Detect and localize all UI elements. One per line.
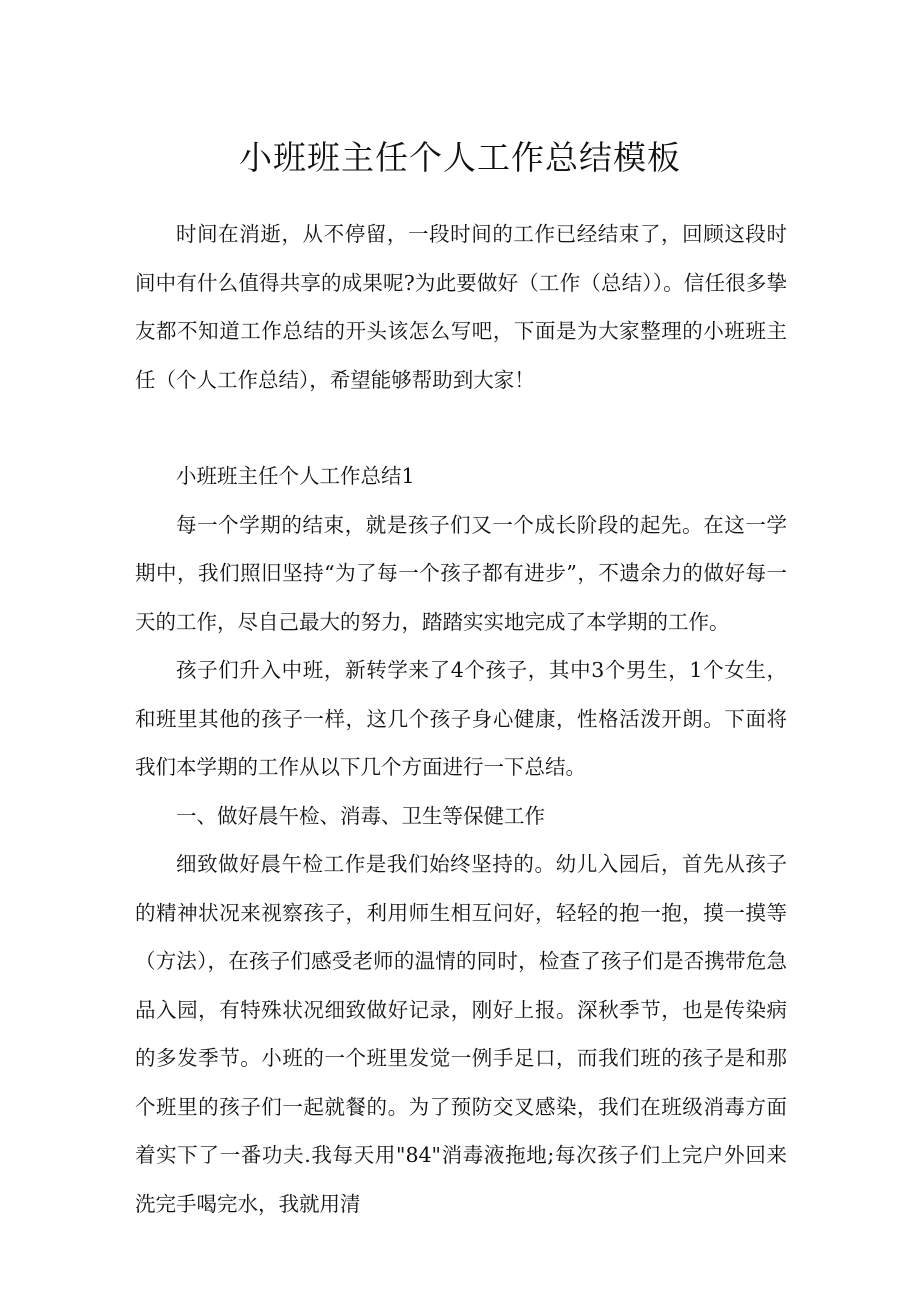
document-title: 小班班主任个人工作总结模板 bbox=[239, 138, 681, 177]
intro-paragraph: 时间在消逝，从不停留，一段时间的工作已经结束了，回顾这段时间中有什么值得共享的成果呢?为此要做好（工作（总结））。信任很多挚友都不知道工作总结的开头该怎么写吧，下面是为大家整理的小班班主任（个人工作总结），希望能够帮助到大家！ bbox=[135, 222, 787, 392]
body-paragraph: 每一个学期的结束，就是孩子们又一个成长阶段的起先。在这一学期中，我们照旧坚持“为了每一个孩子都有进步”，不遗余力的做好每一天的工作，尽自己最大的努力，踏踏实实地完成了本学期的工作。 bbox=[135, 512, 787, 634]
section-heading: 小班班主任个人工作总结1 bbox=[176, 464, 415, 488]
paragraph-spacer bbox=[135, 404, 787, 452]
document-body bbox=[135, 210, 787, 1228]
body-paragraph: 孩子们升入中班，新转学来了4个孩子，其中3个男生，1个女生，和班里其他的孩子一样，这几个孩子身心健康，性格活泼开朗。下面将我们本学期的工作从以下几个方面进行一下总结。 bbox=[135, 658, 787, 779]
body-paragraph: 细致做好晨午检工作是我们始终坚持的。幼儿入园后，首先从孩子的精神状况来视察孩子，利用师生相互问好，轻轻的抱一抱，摸一摸等（方法），在孩子们感受老师的温情的同时，检查了孩子们是否携带危急品入园，有特殊状况细致做好记录，刚好上报。深秋季节，也是传染病的多发季节。小班的一个班里发觉一例手足口，而我们班的孩子是和那个班里的孩子们一起就餐的。为了预防交叉感染，我们在班级消毒方面着实下了一番功夫.我每天用"84"消毒液拖地;每次孩子们上完户外回来洗完手喝完水，我就用清 bbox=[135, 852, 787, 1216]
subsection-heading: 一、做好晨午检、消毒、卫生等保健工作 bbox=[176, 803, 545, 828]
